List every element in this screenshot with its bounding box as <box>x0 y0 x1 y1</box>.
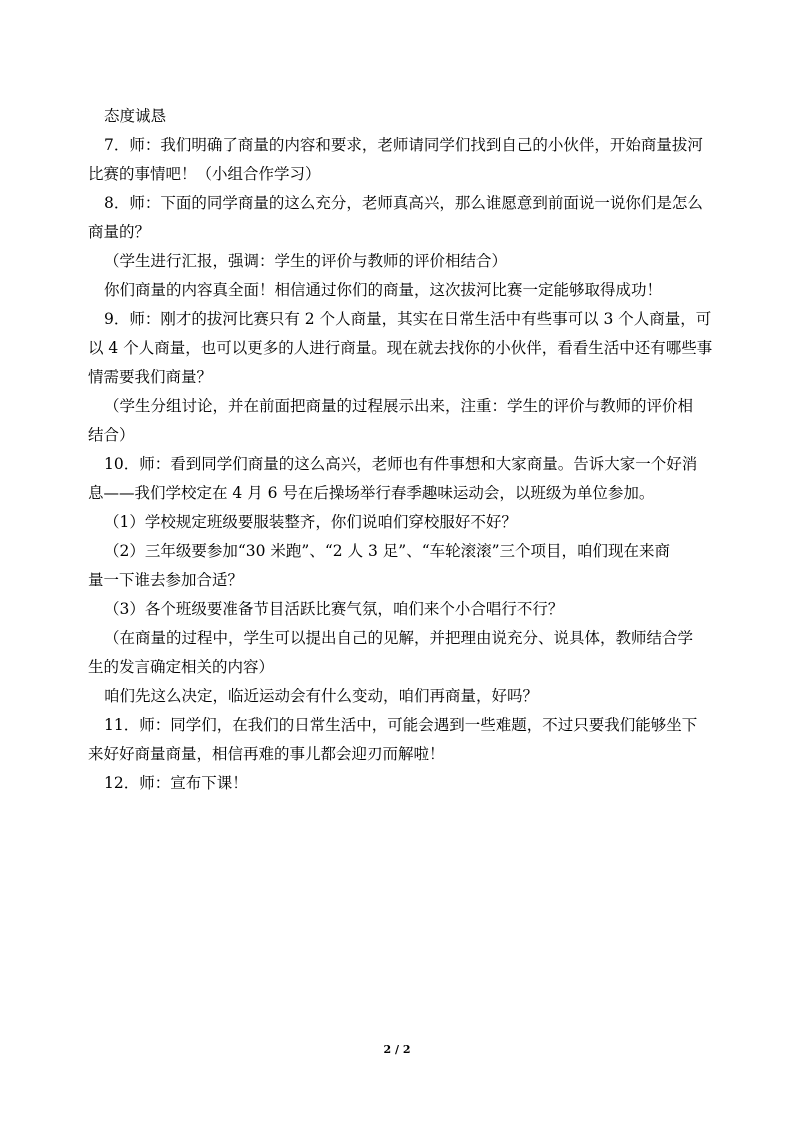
text-line: 量一下谁去参加合适？ <box>88 571 244 589</box>
text-line: 情需要我们商量？ <box>88 368 213 386</box>
text-line: （在商量的过程中，学生可以提出自己的见解，并把理由说充分、说具体，教师结合学 <box>104 629 694 647</box>
page-number: 2 / 2 <box>383 1043 411 1056</box>
text-line: 咱们先这么决定，临近运动会有什么变动，咱们再商量，好吗？ <box>104 687 539 705</box>
text-line: 生的发言确定相关的内容） <box>88 658 275 676</box>
text-line: 态度诚恳 <box>104 107 167 125</box>
text-line: （3）各个班级要准备节目活跃比赛气氛，咱们来个小合唱行不行？ <box>104 600 564 618</box>
text-line: （学生分组讨论，并在前面把商量的过程展示出来，注重：学生的评价与教师的评价相 <box>104 397 694 415</box>
text-line: 9．师：刚才的拔河比赛只有 2 个人商量，其实在日常生活中有些事可以 3 个人商量，可 <box>104 310 712 328</box>
text-line: 11．师：同学们，在我们的日常生活中，可能会遇到一些难题，不过只要我们能够坐下 <box>104 716 698 734</box>
text-line: 10．师：看到同学们商量的这么高兴，老师也有件事想和大家商量。告诉大家一个好消 <box>104 455 698 473</box>
text-line: 你们商量的内容真全面！相信通过你们的商量，这次拔河比赛一定能够取得成功！ <box>104 281 663 299</box>
text-line: （2）三年级要参加“30 米跑”、“2 人 3 足”、“车轮滚滚”三个项目，咱们现在来商 <box>104 542 671 560</box>
text-line: （学生进行汇报，强调：学生的评价与教师的评价相结合） <box>104 252 508 270</box>
text-line: 7．师：我们明确了商量的内容和要求，老师请同学们找到自己的小伙伴，开始商量拔河 <box>104 136 703 154</box>
text-line: 以 4 个人商量，也可以更多的人进行商量。现在就去找你的小伙伴，看看生活中还有哪些事 <box>88 339 713 357</box>
document-body <box>88 102 724 798</box>
text-line: 来好好商量商量，相信再难的事儿都会迎刃而解啦！ <box>88 745 445 763</box>
text-line: 比赛的事情吧！（小组合作学习） <box>88 165 321 183</box>
text-line: 8．师：下面的同学商量的这么充分，老师真高兴，那么谁愿意到前面说一说你们是怎么 <box>104 194 703 212</box>
text-line: 息——我们学校定在 4 月 6 号在后操场举行春季趣味运动会，以班级为单位参加。 <box>88 484 655 502</box>
text-line: 12．师：宣布下课！ <box>104 774 248 792</box>
text-line: （1）学校规定班级要服装整齐，你们说咱们穿校服好不好？ <box>104 513 517 531</box>
text-line: 商量的？ <box>88 223 151 241</box>
text-line: 结合） <box>88 426 135 444</box>
